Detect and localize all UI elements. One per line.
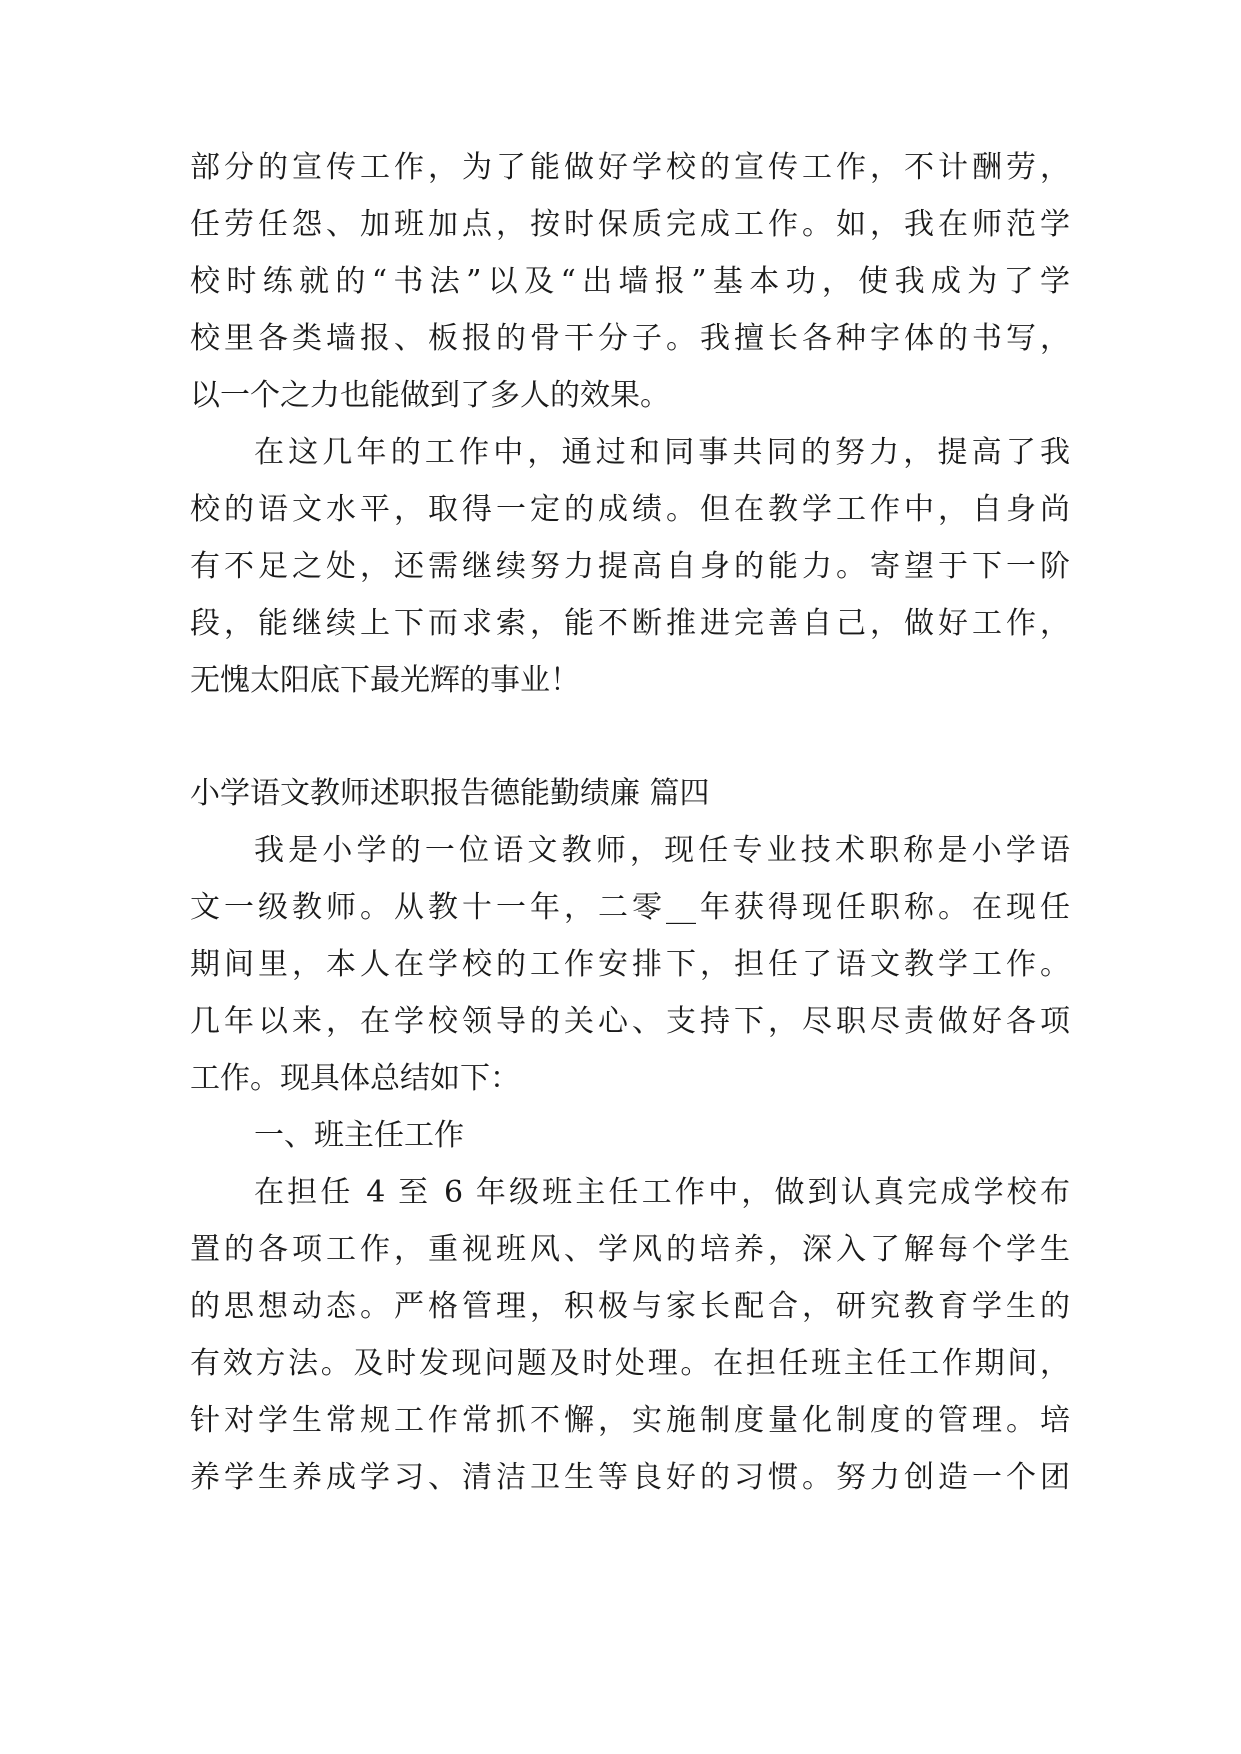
paragraph-line: 段，能继续上下而求索，能不断推进完善自己，做好工作， (190, 606, 1070, 641)
paragraph-line: 校里各类墙报、板报的骨干分子。我擅长各种字体的书写， (190, 321, 1070, 356)
paragraph-line: 有不足之处，还需继续努力提高自身的能力。寄望于下一阶 (190, 549, 1070, 584)
paragraph-line: 工作。现具体总结如下： (190, 1061, 520, 1096)
paragraph-line: 我是小学的一位语文教师，现任专业技术职称是小学语 (254, 833, 1070, 868)
paragraph-line: 部分的宣传工作，为了能做好学校的宣传工作，不计酬劳， (190, 150, 1070, 185)
paragraph-line: 在这几年的工作中，通过和同事共同的努力，提高了我 (254, 435, 1070, 470)
paragraph-line: 文一级教师。从教十一年，二零__年获得现任职称。在现任 (190, 890, 1070, 925)
paragraph-line: 校时练就的“书法”以及“出墙报”基本功，使我成为了学 (190, 264, 1070, 299)
section-title: 小学语文教师述职报告德能勤绩廉 篇四 (190, 776, 710, 811)
paragraph-line: 养学生养成学习、清洁卫生等良好的习惯。努力创造一个团 (190, 1460, 1070, 1495)
paragraph-line: 以一个之力也能做到了多人的效果。 (190, 378, 670, 413)
paragraph-line: 有效方法。及时发现问题及时处理。在担任班主任工作期间， (190, 1346, 1070, 1381)
paragraph-line: 校的语文水平，取得一定的成绩。但在教学工作中，自身尚 (190, 492, 1070, 527)
paragraph-line: 期间里，本人在学校的工作安排下，担任了语文教学工作。 (190, 947, 1070, 982)
paragraph-line: 几年以来，在学校领导的关心、支持下，尽职尽责做好各项 (190, 1004, 1070, 1039)
paragraph-line: 针对学生常规工作常抓不懈，实施制度量化制度的管理。培 (190, 1403, 1070, 1438)
paragraph-line: 的思想动态。严格管理，积极与家长配合，研究教育学生的 (190, 1289, 1070, 1324)
paragraph-line: 任劳任怨、加班加点，按时保质完成工作。如，我在师范学 (190, 207, 1070, 242)
paragraph-line: 置的各项工作，重视班风、学风的培养，深入了解每个学生 (190, 1232, 1070, 1267)
paragraph-line: 无愧太阳底下最光辉的事业！ (190, 663, 580, 698)
subheading: 一、班主任工作 (254, 1118, 464, 1153)
paragraph-line: 在担任 4 至 6 年级班主任工作中，做到认真完成学校布 (254, 1175, 1070, 1210)
